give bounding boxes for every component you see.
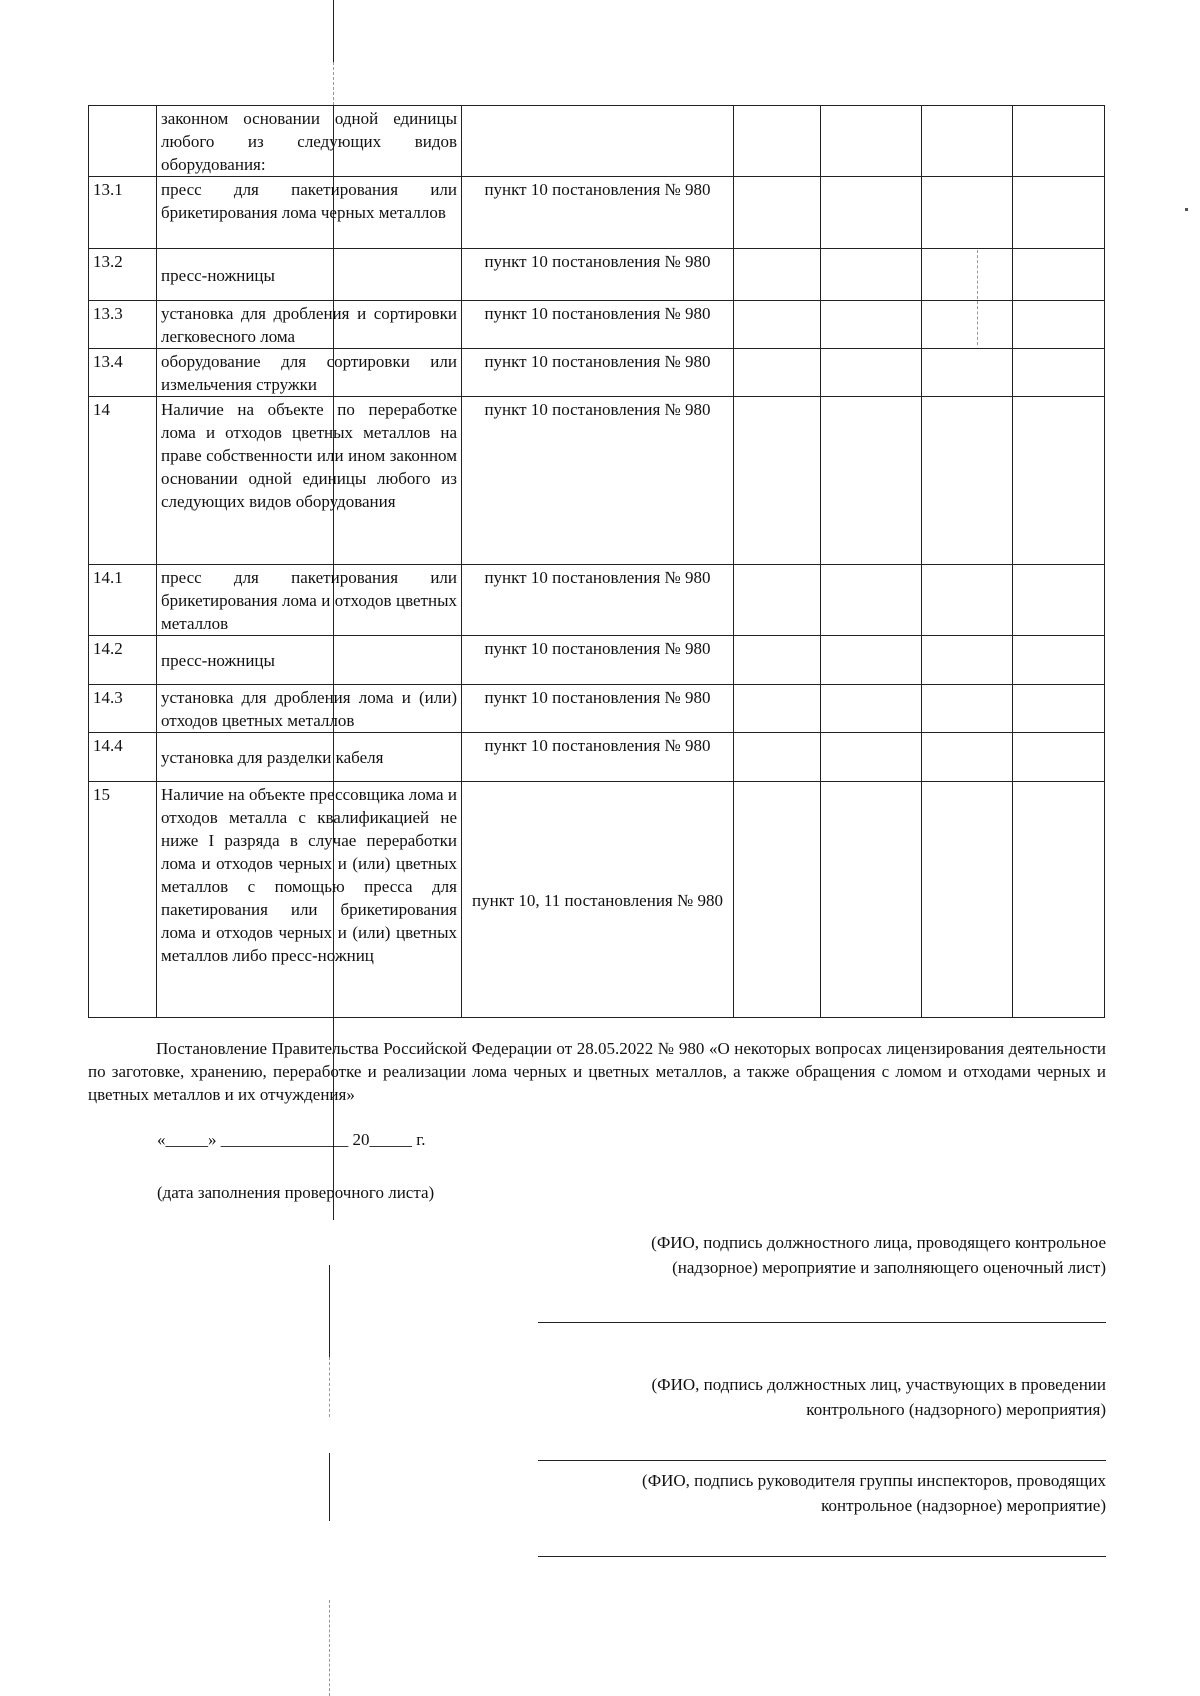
answer-cell [734, 249, 821, 301]
answer-cell [1013, 177, 1105, 249]
signature-caption-line: (надзорное) мероприятие и заполняющего оценочный лист) [672, 1258, 1106, 1277]
footnote-text: Постановление Правительства Российской Федерации от 28.05.2022 № 980 «О некоторых вопросах лицензирования деятельности по заготовке, хранению, переработке и реализации лома черных и цветных металлов, а также обращения с ломом и отходами черных и цветных металлов и их отчуждения» [88, 1039, 1106, 1104]
answer-cell [922, 397, 1013, 565]
requirement-text: пресс для пакетирования или брикетирования лома и отходов цветных металлов [157, 565, 462, 636]
legal-reference: пункт 10 постановления № 980 [462, 397, 734, 565]
requirement-text: установка для разделки кабеля [157, 733, 462, 782]
checklist-table [88, 105, 1105, 1018]
row-number: 13.1 [89, 177, 157, 249]
legal-reference: пункт 10 постановления № 980 [462, 249, 734, 301]
signature-caption-participants [466, 1372, 1106, 1422]
answer-cell [1013, 397, 1105, 565]
table-row [89, 636, 1105, 685]
signature-line [538, 1322, 1106, 1323]
answer-cell [922, 685, 1013, 733]
table-row [89, 565, 1105, 636]
answer-cell [922, 733, 1013, 782]
row-number: 13.3 [89, 301, 157, 349]
answer-cell [1013, 565, 1105, 636]
row-number [89, 106, 157, 177]
legal-reference: пункт 10 постановления № 980 [462, 301, 734, 349]
requirement-text: установка для дробления и сортировки легковесного лома [157, 301, 462, 349]
answer-cell [734, 349, 821, 397]
answer-cell [821, 249, 922, 301]
answer-cell [821, 636, 922, 685]
table-row [89, 397, 1105, 565]
row-number: 14.2 [89, 636, 157, 685]
row-number: 13.2 [89, 249, 157, 301]
table-row [89, 177, 1105, 249]
scan-fold-line-bottom [329, 1453, 330, 1521]
answer-cell [734, 636, 821, 685]
legal-reference: пункт 10 постановления № 980 [462, 685, 734, 733]
signature-line [538, 1460, 1106, 1461]
signature-caption-line: (ФИО, подпись руководителя группы инспекторов, проводящих [642, 1471, 1106, 1490]
answer-cell [1013, 733, 1105, 782]
answer-cell [821, 782, 922, 1018]
requirement-text: пресс-ножницы [157, 249, 462, 301]
requirement-text: Наличие на объекте прессовщика лома и отходов металла с квалификацией не ниже I разряда в случае переработки лома и отходов черных и (или) цветных металлов с помощью пресса для пакетирования или брикетирования лома и отходов черных и (или) цветных металлов либо пресс-ножниц [157, 782, 462, 1018]
answer-cell [922, 249, 1013, 301]
answer-cell [922, 782, 1013, 1018]
answer-cell [821, 397, 922, 565]
answer-cell [734, 782, 821, 1018]
date-caption: (дата заполнения проверочного листа) [157, 1183, 435, 1202]
requirement-text: установка для дробления лома и (или) отходов цветных металлов [157, 685, 462, 733]
answer-cell [922, 301, 1013, 349]
answer-cell [922, 636, 1013, 685]
answer-cell [734, 685, 821, 733]
answer-cell [821, 349, 922, 397]
answer-cell [821, 106, 922, 177]
requirement-text: Наличие на объекте по переработке лома и отходов цветных металлов на праве собственности или ином законном основании одной единицы любого из следующих видов оборудования [157, 397, 462, 565]
scan-fold-line-top [333, 0, 334, 62]
scan-fold-line-lower [329, 1265, 330, 1357]
legal-reference: пункт 10 постановления № 980 [462, 733, 734, 782]
row-number: 13.4 [89, 349, 157, 397]
date-fill-line: «_____» _______________ 20_____ г. [157, 1130, 426, 1149]
answer-cell [1013, 636, 1105, 685]
signature-caption-line: (ФИО, подпись должностных лиц, участвующих в проведении [651, 1375, 1106, 1394]
answer-cell [734, 733, 821, 782]
answer-cell [734, 177, 821, 249]
answer-cell [734, 397, 821, 565]
answer-cell [922, 565, 1013, 636]
table-row [89, 733, 1105, 782]
scan-fold-line-faint-3 [329, 1600, 330, 1696]
row-number: 14.1 [89, 565, 157, 636]
row-number: 15 [89, 782, 157, 1018]
signature-line [538, 1556, 1106, 1557]
legal-reference: пункт 10 постановления № 980 [462, 565, 734, 636]
answer-cell [821, 685, 922, 733]
row-number: 14.3 [89, 685, 157, 733]
requirement-text: оборудование для сортировки или измельчения стружки [157, 349, 462, 397]
answer-cell [1013, 782, 1105, 1018]
answer-cell [821, 565, 922, 636]
signature-caption-line: контрольное (надзорное) мероприятие) [821, 1496, 1106, 1515]
table-row [89, 349, 1105, 397]
legal-reference: пункт 10 постановления № 980 [462, 636, 734, 685]
answer-cell [922, 349, 1013, 397]
table-row [89, 685, 1105, 733]
table-row [89, 106, 1105, 177]
answer-cell [734, 565, 821, 636]
legal-reference: пункт 10 постановления № 980 [462, 177, 734, 249]
requirement-text: пресс-ножницы [157, 636, 462, 685]
table-row [89, 301, 1105, 349]
scan-fold-line-faint-2 [329, 1357, 330, 1417]
answer-cell [922, 106, 1013, 177]
scan-speck [1185, 208, 1188, 211]
signature-caption-inspector [466, 1230, 1106, 1280]
signature-caption-group-lead [466, 1468, 1106, 1518]
answer-cell [734, 301, 821, 349]
answer-cell [1013, 106, 1105, 177]
requirement-text: пресс для пакетирования или брикетирования лома черных металлов [157, 177, 462, 249]
answer-cell [1013, 249, 1105, 301]
scan-fold-line-faint [333, 62, 334, 105]
legal-reference: пункт 10, 11 постановления № 980 [462, 782, 734, 1018]
row-number: 14 [89, 397, 157, 565]
answer-cell [821, 301, 922, 349]
table-row [89, 782, 1105, 1018]
answer-cell [821, 177, 922, 249]
answer-cell [821, 733, 922, 782]
signature-caption-line: (ФИО, подпись должностного лица, проводящего контрольное [651, 1233, 1106, 1252]
answer-cell [1013, 349, 1105, 397]
requirement-text: законном основании одной единицы любого из следующих видов оборудования: [157, 106, 462, 177]
row-number: 14.4 [89, 733, 157, 782]
table-row [89, 249, 1105, 301]
signature-caption-line: контрольного (надзорного) мероприятия) [806, 1400, 1106, 1419]
answer-cell [734, 106, 821, 177]
answer-cell [1013, 685, 1105, 733]
legal-reference [462, 106, 734, 177]
answer-cell [1013, 301, 1105, 349]
answer-cell [922, 177, 1013, 249]
legal-reference: пункт 10 постановления № 980 [462, 349, 734, 397]
